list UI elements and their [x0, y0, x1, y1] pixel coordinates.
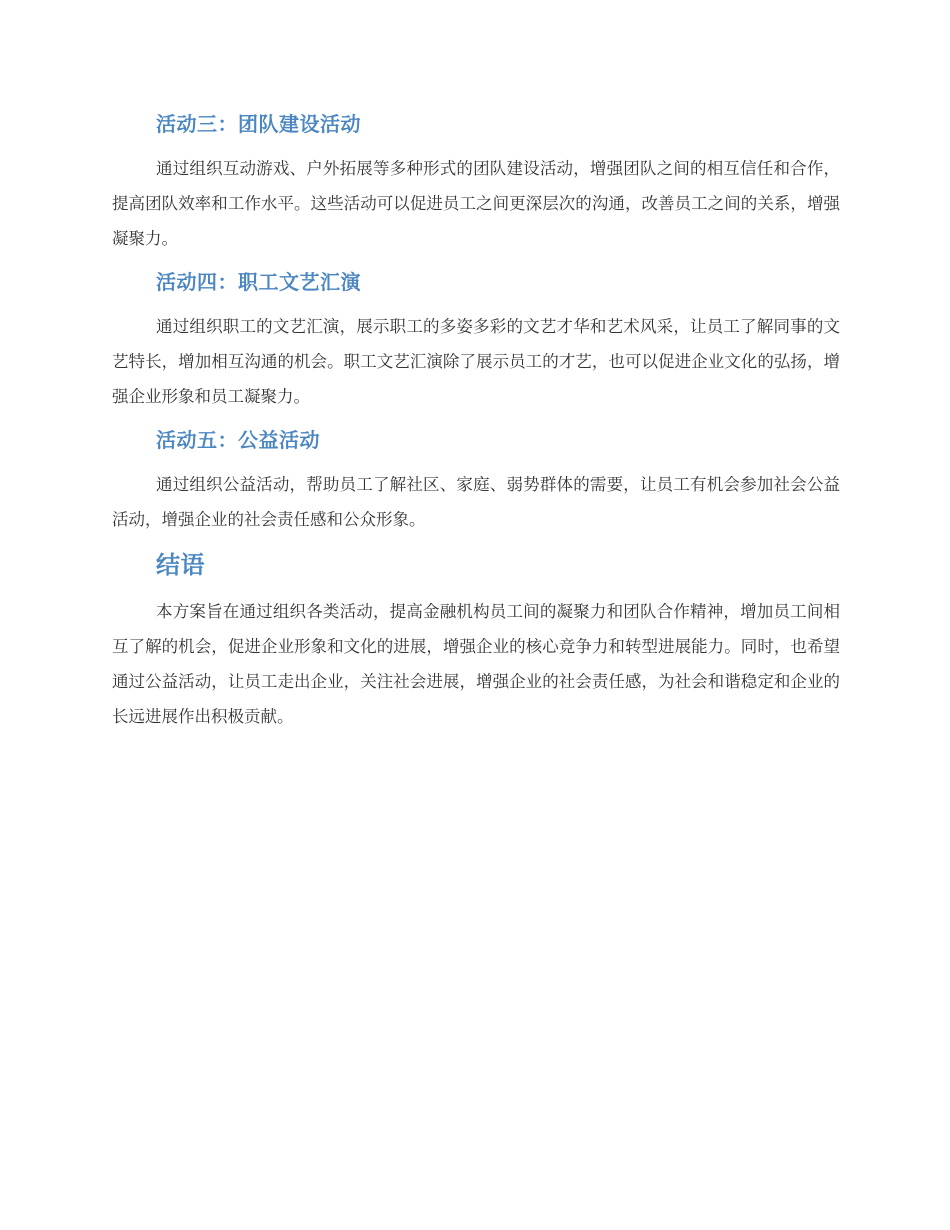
section-body-activity-5: 通过组织公益活动，帮助员工了解社区、家庭、弱势群体的需要，让员工有机会参加社会公益活动，增强企业的社会责任感和公众形象。 [112, 475, 840, 529]
document-page [112, 108, 840, 734]
section-body-activity-3: 通过组织互动游戏、户外拓展等多种形式的团队建设活动，增强团队之间的相互信任和合作，提高团队效率和工作水平。这些活动可以促进员工之间更深层次的沟通，改善员工之间的关系，增强凝聚力。 [112, 159, 840, 248]
section-heading-activity-3: 活动三：团队建设活动 [156, 112, 361, 136]
section-heading-activity-5: 活动五：公益活动 [156, 428, 320, 452]
conclusion-body: 本方案旨在通过组织各类活动，提高金融机构员工间的凝聚力和团队合作精神，增加员工间相互了解的机会，促进企业形象和文化的进展，增强企业的核心竞争力和转型进展能力。同时，也希望通过公益活动，让员工走出企业，关注社会进展，增强企业的社会责任感，为社会和谐稳定和企业的长远进展作出积极贡献。 [112, 602, 840, 726]
section-heading-activity-4: 活动四：职工文艺汇演 [156, 270, 361, 294]
section-body-activity-4: 通过组织职工的文艺汇演，展示职工的多姿多彩的文艺才华和艺术风采，让员工了解同事的文艺特长，增加相互沟通的机会。职工文艺汇演除了展示员工的才艺，也可以促进企业文化的弘扬，增强企业形象和员工凝聚力。 [112, 317, 840, 406]
conclusion-heading: 结语 [156, 551, 205, 579]
